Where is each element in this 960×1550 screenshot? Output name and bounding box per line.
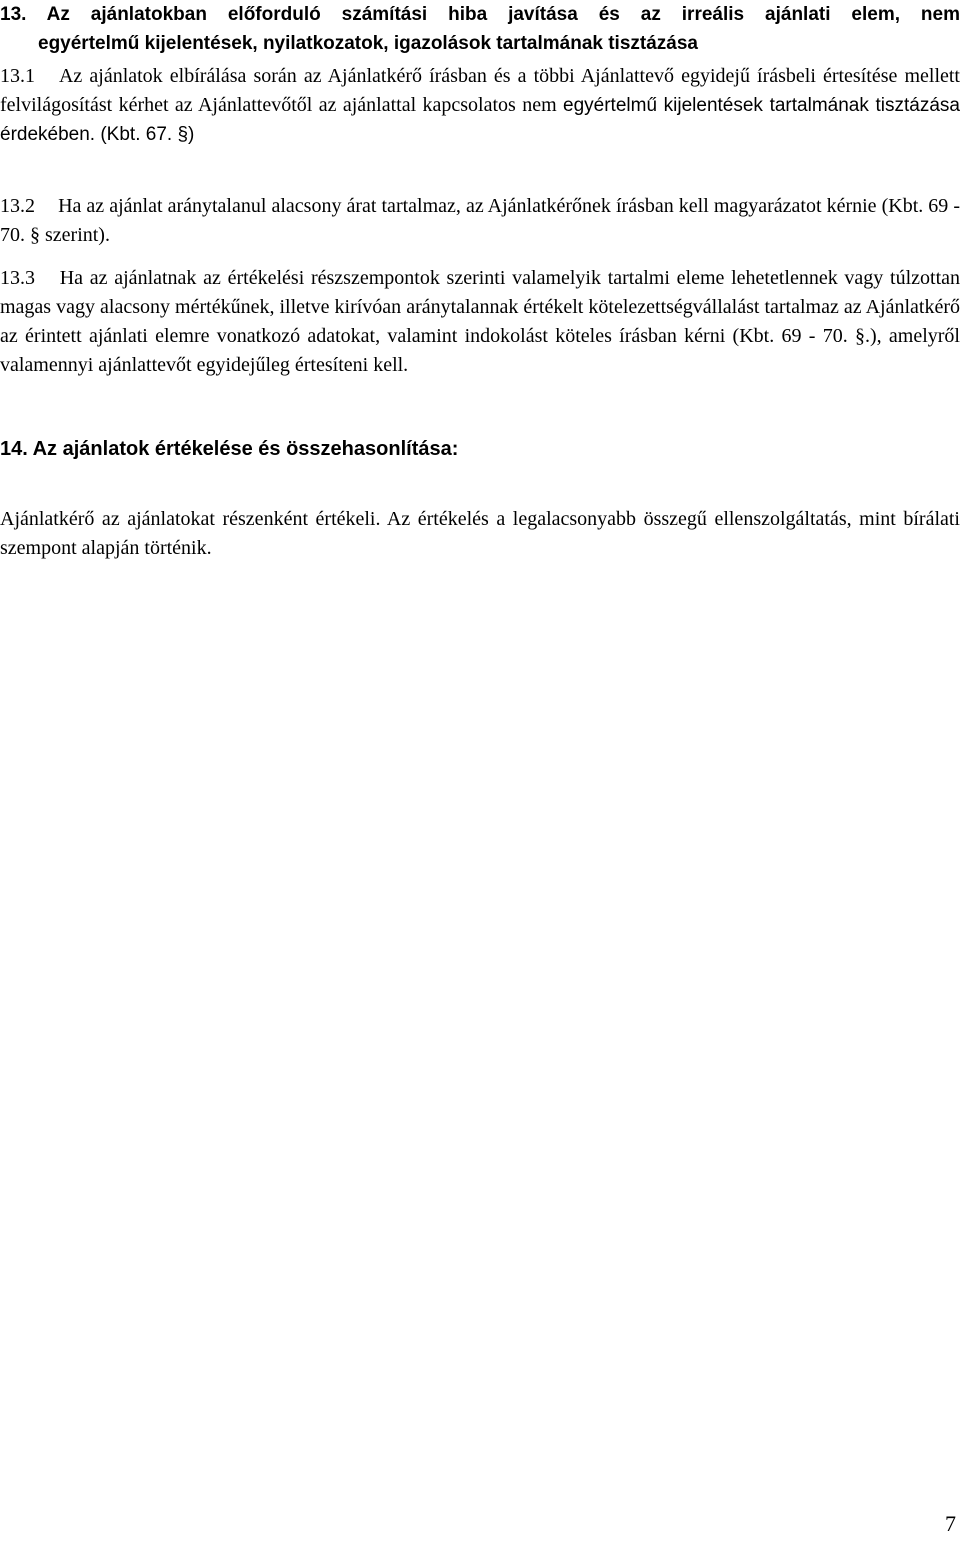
- paragraph-13-1-text: Az ajánlatok elbírálása során az Ajánlatkérő írásban és a többi Ajánlattevő egyidejű írásbeli értesítése mellett felvilágosítást kérhet az Ajánlattevőtől az ajánlattal kapcsolatos nem: [0, 65, 960, 116]
- paragraph-13-2: [0, 192, 960, 250]
- section-14-heading: 14. Az ajánlatok értékelése és összehasonlítása:: [0, 438, 459, 460]
- section-13-heading: [0, 0, 960, 58]
- paragraph-13-1-number: 13.1: [0, 65, 35, 87]
- paragraph-13-1-text-end: egyértelmű kijelentések tartalmának tisztázása érdekében. (Kbt. 67. §): [0, 95, 960, 145]
- section-13-heading-line1: 13. Az ajánlatokban előforduló számítási hiba javítása és az irreális ajánlati elem, nem: [0, 4, 960, 25]
- section-13-heading-line2: egyértelmű kijelentések, nyilatkozatok, igazolások tartalmának tisztázása: [38, 33, 698, 54]
- page-number: 7: [945, 1511, 956, 1536]
- paragraph-14: Ajánlatkérő az ajánlatokat részenként értékeli. Az értékelés a legalacsonyabb összegű ellenszolgáltatás, mint bírálati szempont alapján történik.: [0, 508, 960, 559]
- paragraph-13-3: [0, 264, 960, 380]
- paragraph-13-2-text: Ha az ajánlat aránytalanul alacsony árat tartalmaz, az Ajánlatkérőnek írásban kell magyarázatot kérnie (Kbt. 69 - 70. § szerint).: [0, 195, 960, 246]
- paragraph-13-3-text: Ha az ajánlatnak az értékelési részszempontok szerinti valamelyik tartalmi eleme lehetetlennek vagy túlzottan magas vagy alacsony mértékűnek, illetve kirívóan aránytalannak értékelt kötelezettségvállalást tartalmaz az Ajánlatkérő az érintett ajánlati elemre vonatkozó adatokat, valamint indokolást köteles írásban kérni (Kbt. 69 - 70. §.), amelyről valamennyi ajánlattevőt egyidejűleg értesíteni kell.: [0, 267, 960, 376]
- paragraph-13-2-number: 13.2: [0, 195, 35, 217]
- paragraph-13-3-number: 13.3: [0, 267, 35, 289]
- paragraph-13-1: [0, 62, 960, 149]
